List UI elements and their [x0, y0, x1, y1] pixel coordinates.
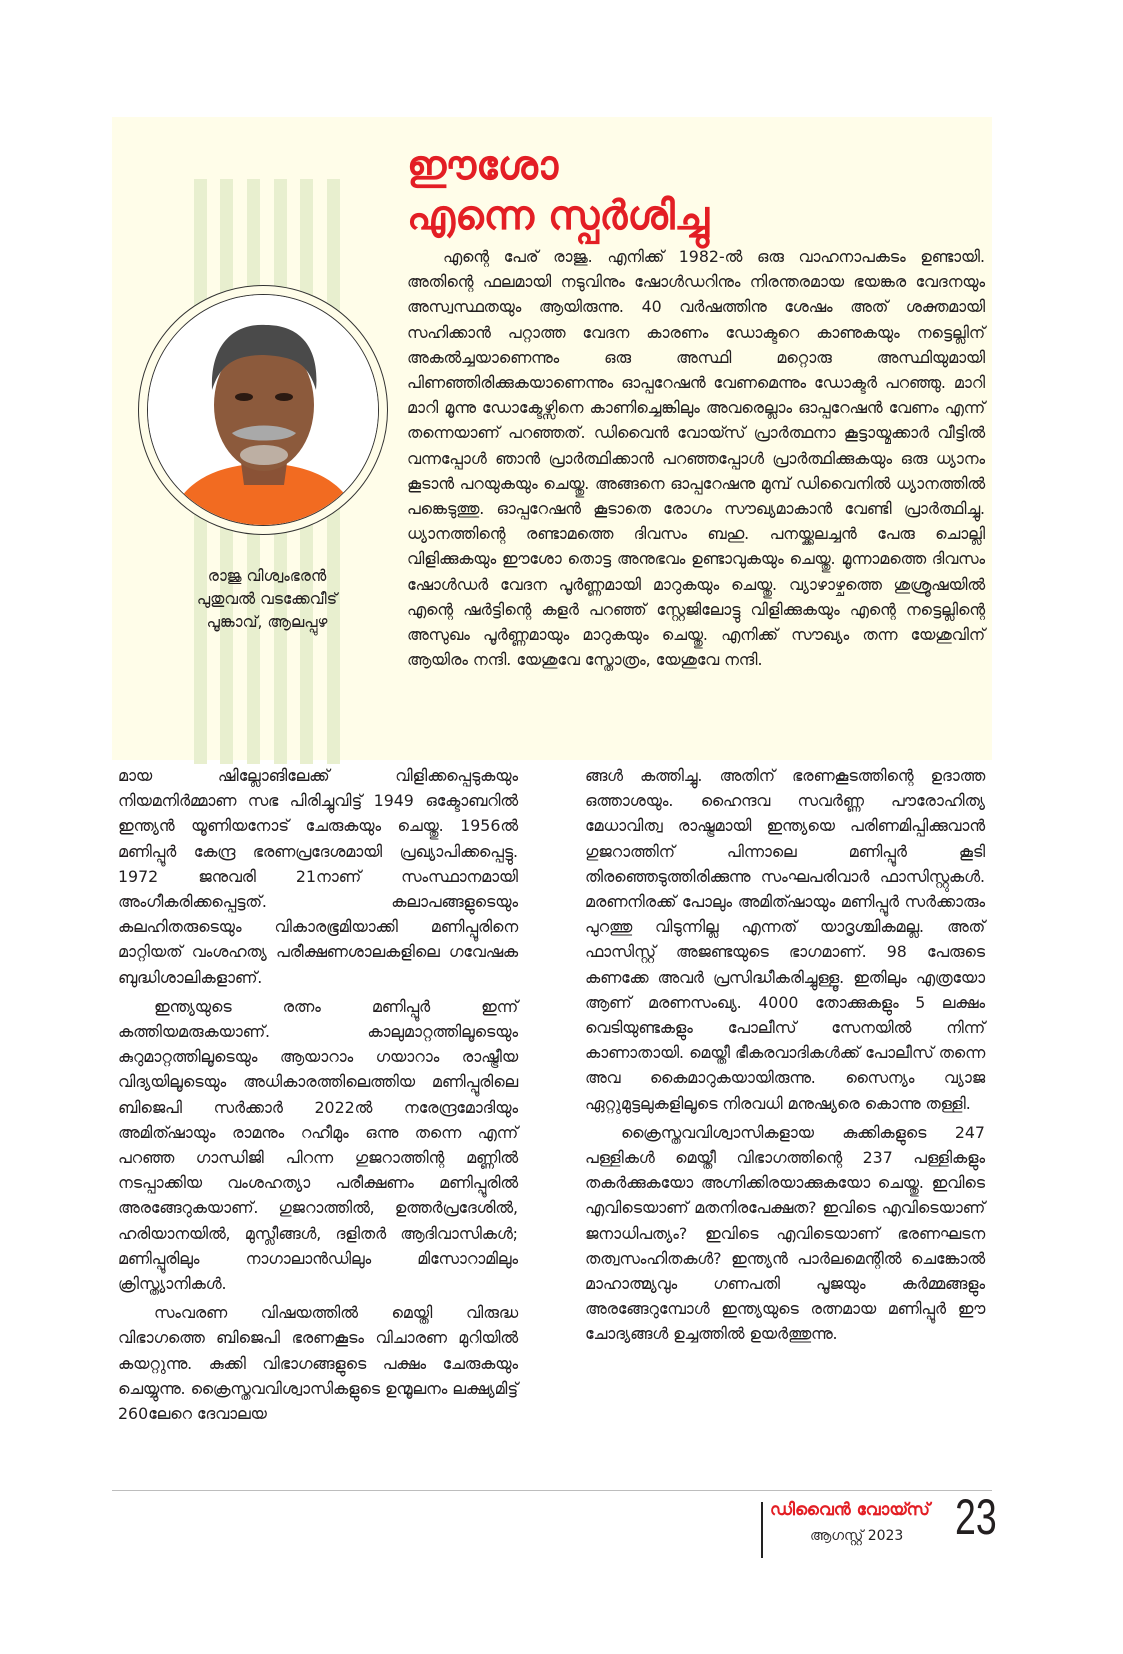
footer-vertical-bar — [761, 1502, 763, 1558]
magazine-name: ഡിവൈൻ വോയ്സ് — [770, 1500, 930, 1520]
author-name: രാജു വിശ്വംഭരൻ — [207, 567, 327, 585]
article-paragraph: ക്രൈസ്തവവിശ്വാസികളായ കുക്കികളുടെ 247 പള്ളികൾ മെയ്തീ വിഭാഗത്തിന്റെ 237 പള്ളികളും തകർക്കുകയോ അഗ്നിക്കിരയാക്കുകയോ ചെയ്തു. ഇവിടെ എവിടെയാണ് മതനിരപേക്ഷത? ഇവിടെ എവിടെയാണ് ജനാധിപത്യം? ഇവിടെ എവിടെയാണ് ഭരണഘടന തത്വസംഹിതകൾ? ഇന്ത്യൻ പാർലമെന്റിൽ ചെങ്കോൽ മാഹാത്മ്യവും ഗണപതി പൂജയും കർമ്മങ്ങളും അരങ്ങേറുമ്പോൾ ഇന്ത്യയുടെ രത്നമായ മണിപ്പൂർ ഈ ചോദ്യങ്ങൾ ഉച്ചത്തിൽ ഉയർത്തുന്നു. — [585, 1122, 985, 1344]
title-line-2: എന്നെ സ്പർശിച്ചു — [407, 193, 709, 239]
page-number: 23 — [955, 1489, 997, 1545]
author-house: പുതുവൽ വടക്കേവീട് — [196, 590, 338, 608]
title-line-1: ഈശോ — [407, 143, 559, 189]
article-paragraph: മായ ഷില്ലോങിലേക്ക് വിളിക്കപ്പെടുകയും നിയമനിർമ്മാണ സഭ പിരിച്ചുവിട്ട് 1949 ഒക്ടോബറിൽ ഇന്ത്യൻ യൂണിയനോട് ചേരുകയും ചെയ്തു. 1956ൽ മണിപ്പൂർ കേന്ദ്ര ഭരണപ്രദേശമായി പ്രഖ്യാപിക്കപ്പെട്ടു. 1972 ജനുവരി 21നാണ് സംസ്ഥാനമായി അംഗീകരിക്കപ്പെട്ടത്. കലാപങ്ങളുടെയും കലഹിതരുടെയും വികാരഭൂമിയാക്കി മണിപ്പൂരിനെ മാറ്റിയത് വംശഹത്യ പരീക്ഷണശാലകളിലെ ഗവേഷക ബുദ്ധിശാലികളാണ്. — [118, 766, 518, 987]
portrait-illustration — [148, 295, 379, 526]
author-place: പൂങ്കാവ്, ആലപ്പുഴ — [206, 613, 328, 631]
article-paragraph: സംവരണ വിഷയത്തിൽ മെയ്തി വിരുദ്ധ വിഭാഗത്തെ ബിജെപി ഭരണകൂടം വിചാരണ മുറിയിൽ കയറ്റുന്നു. കുക്കി വിഭാഗങ്ങളുടെ പക്ഷം ചേരുകയും ചെയ്യുന്നു. ക്രൈസ്തവവിശ്വാസികളുടെ ഉന്മൂലനം ലക്ഷ്യമിട്ട് 260ലേറെ ദേവാലയ — [118, 1303, 518, 1424]
article-column-right — [585, 763, 985, 1351]
author-photo — [147, 294, 379, 526]
testimony-paragraph: എന്റെ പേര് രാജു. എനിക്ക് 1982-ൽ ഒരു വാഹനാപകടം ഉണ്ടായി. അതിന്റെ ഫലമായി നടുവിനും ഷോൾഡറിനും നിരന്തരമായ ഭയങ്കര വേദനയും അസ്വസ്ഥതയും ആയിരുന്നു. 40 വർഷത്തിനു ശേഷം അത് ശക്തമായി സഹിക്കാൻ പറ്റാത്ത വേദന കാരണം ഡോക്ടറെ കാണുകയും നട്ടെല്ലിന് അകൽച്ചയാണെന്നും ഒരു അസ്ഥി മറ്റൊരു അസ്ഥിയുമായി പിണഞ്ഞിരിക്കുകയാണെന്നും ഓപ്പറേഷൻ വേണമെന്നും ഡോക്ടർ പറഞ്ഞു. മാറി മാറി മൂന്നു ഡോക്ടേഴ്സിനെ കാണിച്ചെങ്കിലും അവരെല്ലാം ഓപ്പറേഷൻ വേണം എന്ന് തന്നെയാണ് പറഞ്ഞത്. ഡിവൈൻ വോയ്സ് പ്രാർത്ഥനാ കൂട്ടായ്മക്കാർ വീട്ടിൽ വന്നപ്പോൾ ഞാൻ പ്രാർത്ഥിക്കാൻ പറഞ്ഞപ്പോൾ പ്രാർത്ഥിക്കുകയും ഒരു ധ്യാനം കൂടാൻ പറയുകയും ചെയ്തു. അങ്ങനെ ഓപ്പറേഷനു മുമ്പ് ഡിവൈനിൽ ധ്യാനത്തിൽ പങ്കെടുത്തു. ഓപ്പറേഷൻ കൂടാതെ രോഗം സൗഖ്യമാകാൻ വേണ്ടി പ്രാർത്ഥിച്ചു. ധ്യാനത്തിന്റെ രണ്ടാമത്തെ ദിവസം ബഹു. പനയ്ക്കലച്ചൻ പേരു ചൊല്ലി വിളിക്കുകയും ഈശോ തൊട്ട അനുഭവം ഉണ്ടാവുകയും ചെയ്തു. മൂന്നാമത്തെ ദിവസം ഷോൾഡർ വേദന പൂർണ്ണമായി മാറുകയും ചെയ്തു. വ്യാഴാഴ്ചത്തെ ശുശ്രൂഷയിൽ എന്റെ ഷർട്ടിന്റെ കളർ പറഞ്ഞ് സ്റ്റേജിലോട്ടു വിളിക്കുകയും എന്റെ നട്ടെല്ലിന്റെ അസുഖം പൂർണ്ണമായും മാറുകയും ചെയ്തു. എനിക്ക് സൗഖ്യം തന്ന യേശുവിന് ആയിരം നന്ദി. യേശുവേ സ്തോത്രം, യേശുവേ നന്ദി. — [407, 247, 985, 670]
testimony-body — [407, 244, 985, 672]
author-caption — [147, 565, 387, 634]
article-paragraph: ഇന്ത്യയുടെ രത്നം മണിപ്പൂർ ഇന്ന് കത്തിയമരുകയാണ്. കാലുമാറ്റത്തിലൂടെയും കുറുമാറ്റത്തിലൂടെയും ആയാറാം ഗയാറാം രാഷ്ട്രീയ വിദ്യയിലൂടെയും അധികാരത്തിലെത്തിയ മണിപ്പൂരിലെ ബിജെപി സർക്കാർ 2022ൽ നരേന്ദ്രമോദിയും അമിത്ഷായും രാമനും റഹീമും ഒന്നു തന്നെ എന്ന് പറഞ്ഞ ഗാന്ധിജി പിറന്ന ഗുജറാത്തിന്റ മണ്ണിൽ നടപ്പാക്കിയ വംശഹത്യാ പരീക്ഷണം മണിപ്പൂരിൽ അരങ്ങേറുകയാണ്. ഗുജറാത്തിൽ, ഉത്തർപ്രദേശിൽ, ഹരിയാനയിൽ, മുസ്ലീങ്ങൾ, ദളിതർ ആദിവാസികൾ; മണിപ്പൂരിലും നാഗാലാൻഡിലും മിസോറാമിലും ക്രിസ്ത്യാനികൾ. — [118, 996, 518, 1294]
testimony-box — [112, 117, 992, 760]
issue-date: ആഗസ്റ്റ് 2023 — [810, 1528, 904, 1544]
footer-divider — [112, 1490, 992, 1491]
article-column-left — [118, 763, 518, 1430]
author-photo-frame — [138, 285, 388, 535]
testimony-title — [407, 141, 709, 241]
article-paragraph: ങ്ങൾ കത്തിച്ചു. അതിന് ഭരണകൂടത്തിന്റെ ഉദാത്ത ഒത്താശയും. ഹൈന്ദവ സവർണ്ണ പൗരോഹിത്യ മേധാവിത്വ രാഷ്ട്രമായി ഇന്ത്യയെ പരിണമിപ്പിക്കുവാൻ ഗുജറാത്തിന് പിന്നാലെ മണിപ്പൂർ കൂടി തിരഞ്ഞെടുത്തിരിക്കുന്നു സംഘപരിവാർ ഫാസിസ്റ്റുകൾ. മരണനിരക്ക് പോലും അമിത്ഷായും മണിപ്പൂർ സർക്കാരും പുറത്തു വിടുന്നില്ല എന്നത് യാദൃശ്ചികമല്ല. അത് ഫാസിസ്റ്റ് അജണ്ടയുടെ ഭാഗമാണ്. 98 പേരുടെ കണക്കേ അവർ പ്രസിദ്ധീകരിച്ചുള്ളൂ. ഇതിലും എത്രയോ ആണ് മരണസംഖ്യ. 4000 തോക്കുകളും 5 ലക്ഷം വെടിയുണ്ടകളും പോലീസ് സേനയിൽ നിന്ന് കാണാതായി. മെയ്തീ ഭീകരവാദികൾക്ക് പോലീസ് തന്നെ അവ കൈമാറുകയായിരുന്നു. സൈന്യം വ്യാജ ഏറ്റുമുട്ടലുകളിലൂടെ നിരവധി മനുഷ്യരെ കൊന്നു തള്ളി. — [585, 766, 985, 1113]
